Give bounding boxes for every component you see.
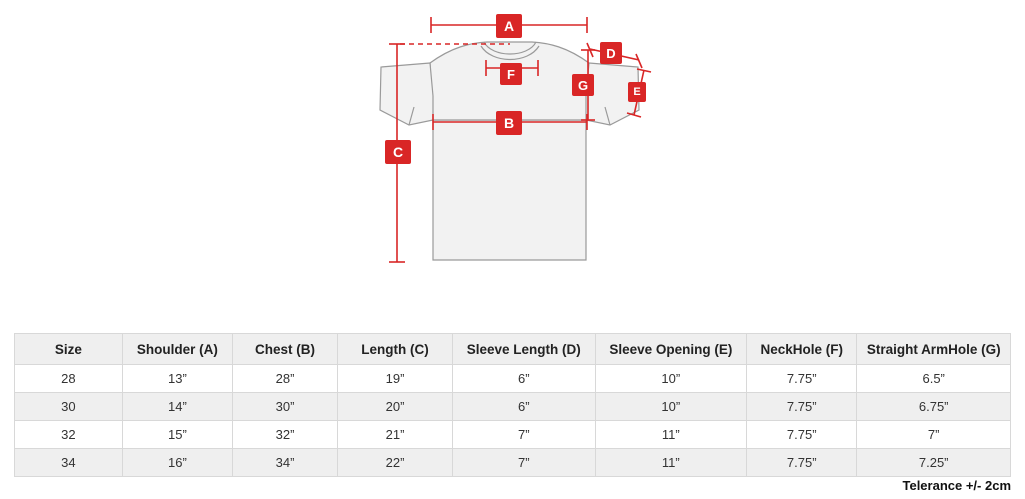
marker-c-length (385, 140, 411, 164)
marker-e-label: E (633, 85, 641, 98)
cell-shoulder: 16” (122, 449, 232, 477)
marker-f-label: F (507, 66, 515, 82)
cell-neckhole: 7.75” (747, 365, 857, 393)
marker-d-sleeve-length (600, 42, 622, 64)
cell-neckhole: 7.75” (747, 421, 857, 449)
cell-length: 22” (338, 449, 453, 477)
cell-shoulder: 15” (122, 421, 232, 449)
column-header-length: Length (C) (338, 334, 453, 365)
cell-neckhole: 7.75” (747, 393, 857, 421)
marker-c-label: C (392, 144, 404, 160)
marker-g-straight-armhole (572, 74, 594, 96)
marker-d-label: D (606, 45, 616, 61)
column-header-straight-armhole: Straight ArmHole (G) (857, 334, 1011, 365)
cell-sleeve-length: 6” (453, 365, 596, 393)
cell-size: 28 (15, 365, 123, 393)
marker-b-chest (496, 111, 522, 135)
marker-g-label: G (577, 77, 589, 93)
cell-straight-armhole: 6.75” (857, 393, 1011, 421)
cell-shoulder: 14” (122, 393, 232, 421)
cell-length: 20” (338, 393, 453, 421)
table-row (15, 365, 1011, 393)
cell-sleeve-opening: 10” (595, 393, 747, 421)
column-header-shoulder: Shoulder (A) (122, 334, 232, 365)
column-header-size: Size (15, 334, 123, 365)
table-header (15, 334, 1011, 365)
cell-straight-armhole: 7” (857, 421, 1011, 449)
cell-sleeve-length: 7” (453, 421, 596, 449)
table-body (15, 365, 1011, 477)
marker-b-label: B (503, 115, 515, 131)
cell-size: 34 (15, 449, 123, 477)
cell-size: 32 (15, 421, 123, 449)
cell-chest: 32” (233, 421, 338, 449)
cell-length: 21” (338, 421, 453, 449)
marker-f-neckhole (500, 63, 522, 85)
cell-sleeve-length: 6” (453, 393, 596, 421)
cell-sleeve-opening: 11” (595, 449, 747, 477)
column-header-chest: Chest (B) (233, 334, 338, 365)
marker-e-sleeve-opening (628, 82, 646, 102)
column-header-sleeve-opening: Sleeve Opening (E) (595, 334, 747, 365)
size-chart-container (14, 333, 1011, 477)
cell-chest: 30” (233, 393, 338, 421)
table-row (15, 393, 1011, 421)
tolerance-note: Telerance +/- 2cm (902, 478, 1011, 493)
cell-shoulder: 13” (122, 365, 232, 393)
table-row (15, 449, 1011, 477)
cell-length: 19” (338, 365, 453, 393)
cell-neckhole: 7.75” (747, 449, 857, 477)
marker-a-shoulder (496, 14, 522, 38)
cell-straight-armhole: 7.25” (857, 449, 1011, 477)
cell-size: 30 (15, 393, 123, 421)
cell-sleeve-length: 7” (453, 449, 596, 477)
cell-sleeve-opening: 11” (595, 421, 747, 449)
column-header-neckhole: NeckHole (F) (747, 334, 857, 365)
cell-sleeve-opening: 10” (595, 365, 747, 393)
marker-a-label: A (503, 18, 515, 34)
cell-straight-armhole: 6.5” (857, 365, 1011, 393)
cell-chest: 28” (233, 365, 338, 393)
cell-chest: 34” (233, 449, 338, 477)
column-header-sleeve-length: Sleeve Length (D) (453, 334, 596, 365)
size-chart-table (14, 333, 1011, 477)
table-row (15, 421, 1011, 449)
table-header-row (15, 334, 1011, 365)
